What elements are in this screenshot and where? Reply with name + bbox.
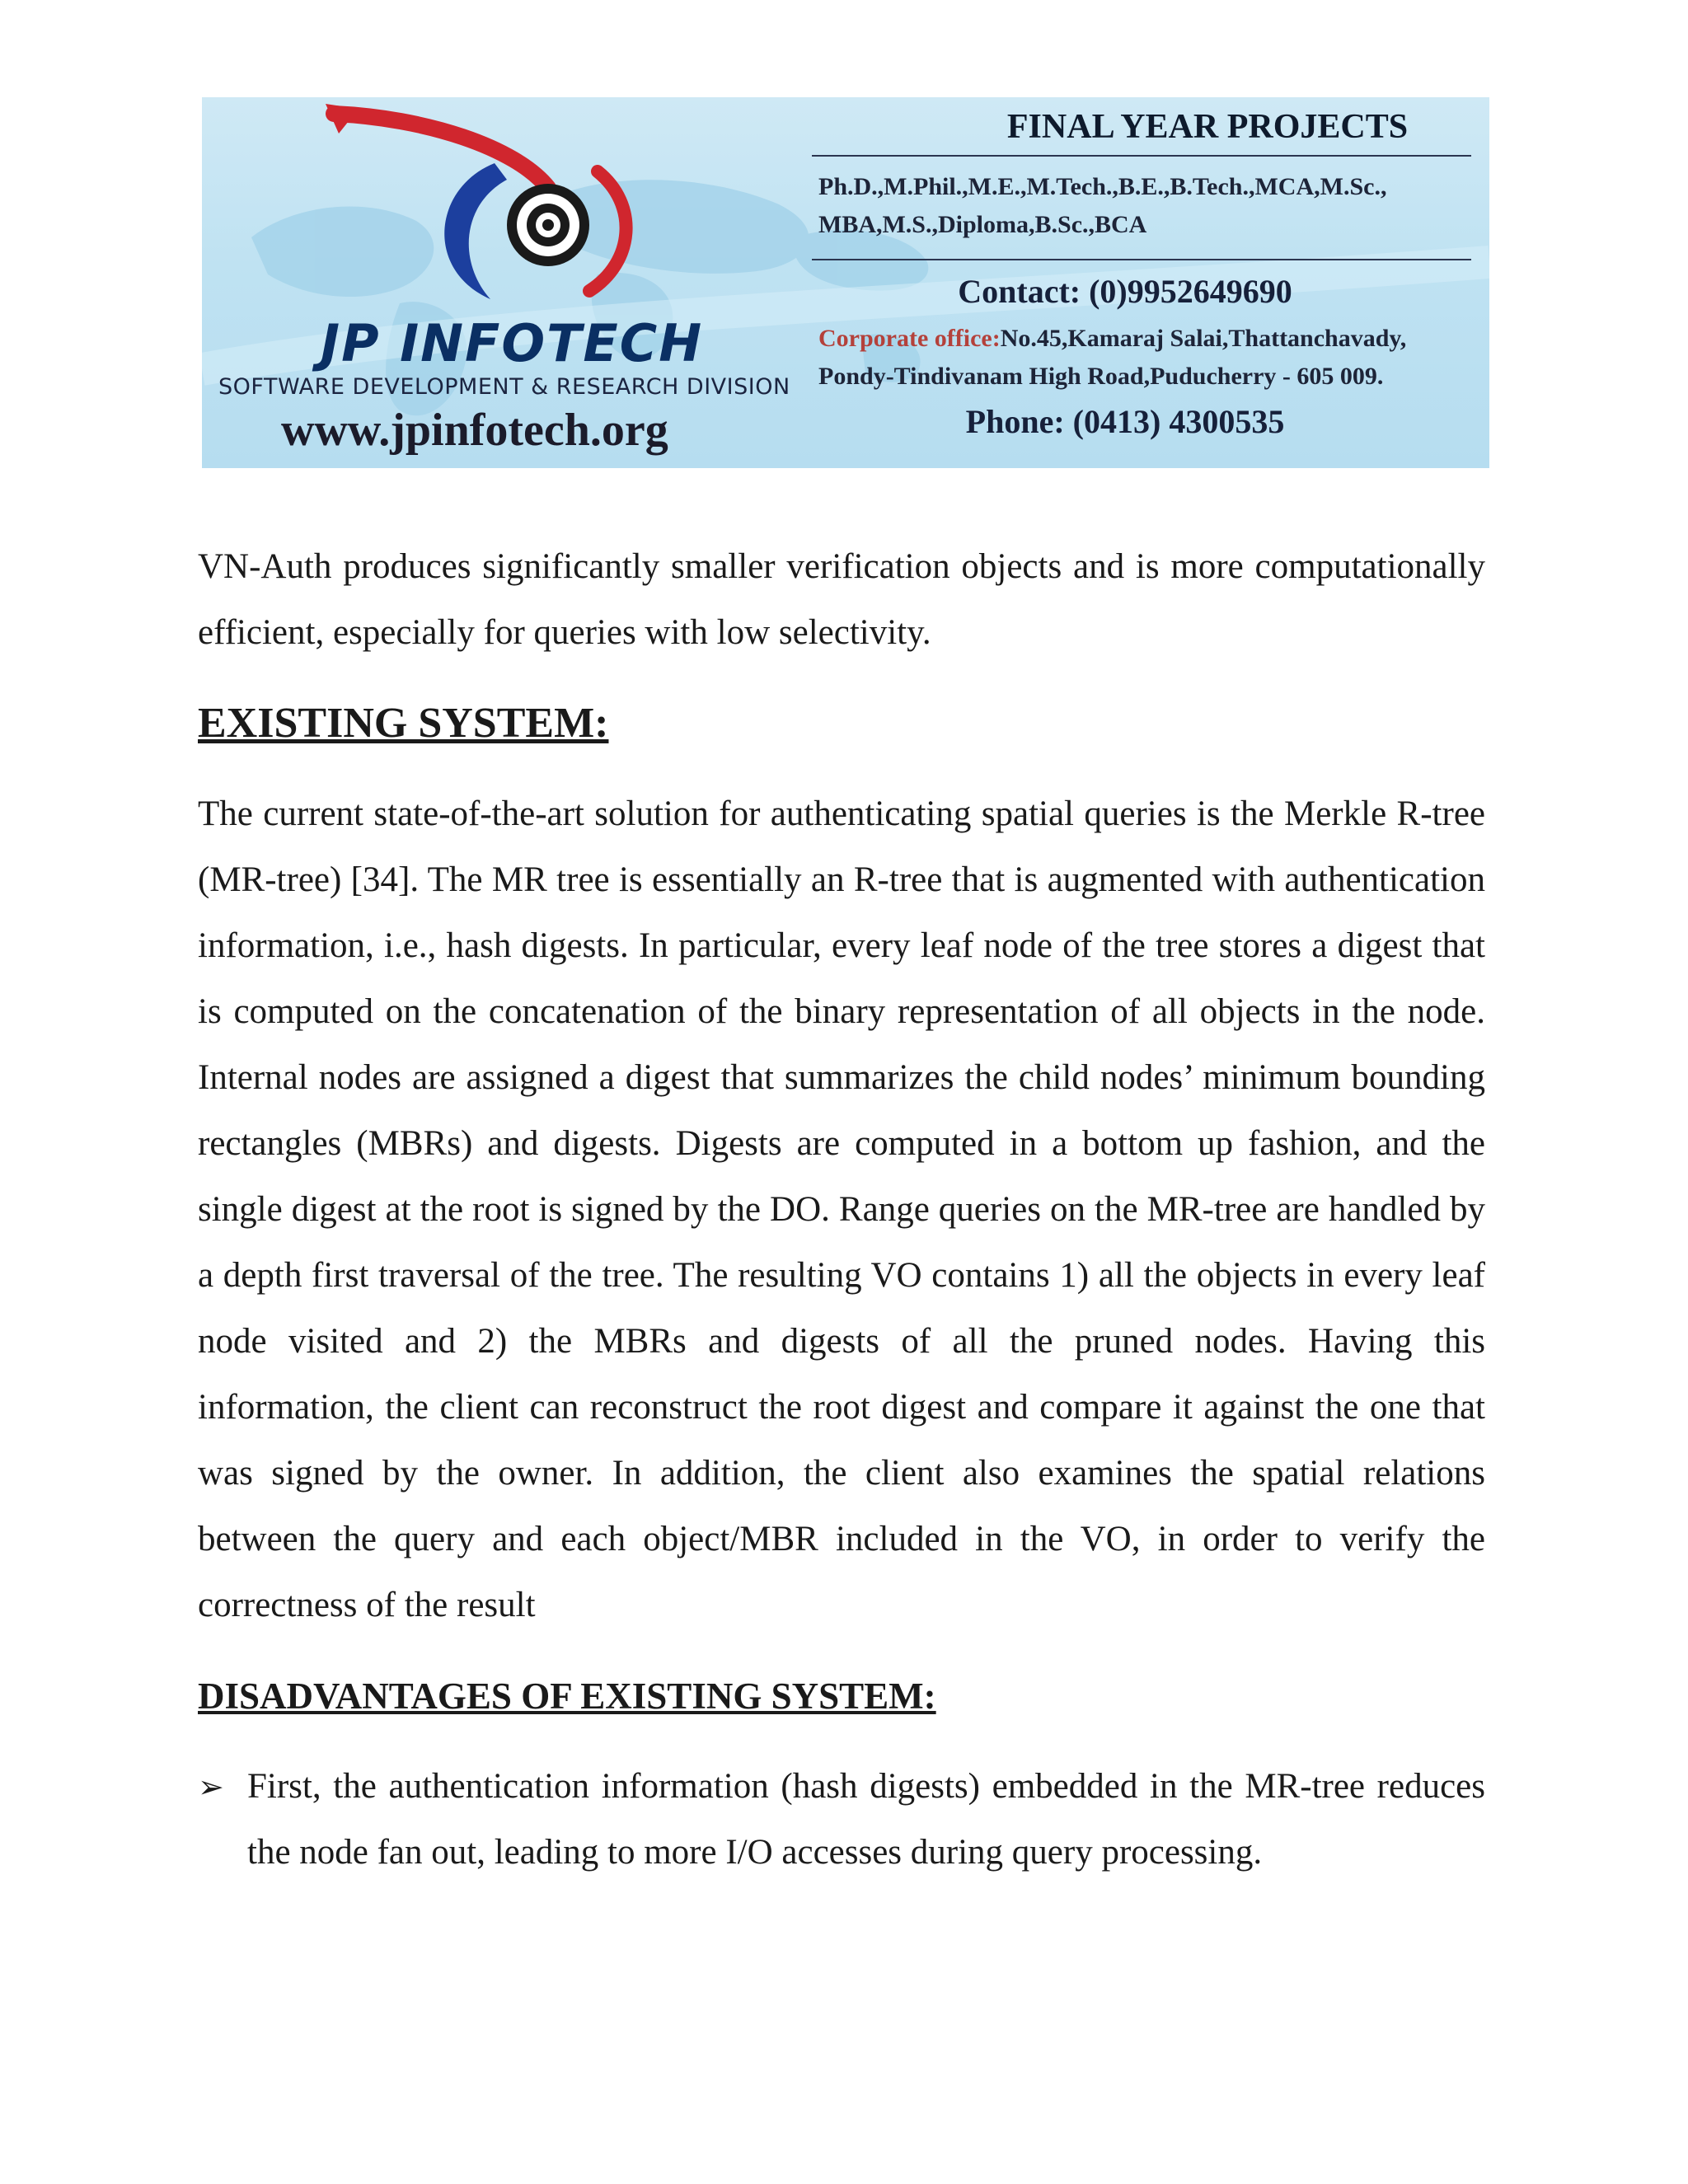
degrees-line-1: Ph.D.,M.Phil.,M.E.,M.Tech.,B.E.,B.Tech.,MCA,M.Sc., xyxy=(818,173,1387,200)
header-banner xyxy=(202,97,1489,468)
existing-system-paragraph: The current state-of-the-art solution for authenticating spatial queries is the Merkle R-tree (MR-tree) [34]. The MR tree is essentially an R-tree that is augmented with authentication information, i.e., hash digests. In particular, every leaf node of the tree stores a digest that is computed on the concatenation of the binary representation of all objects in the node. Internal nodes are assigned a digest that summarizes the child nodes’ minimum bounding rectangles (MBRs) and digests. Digests are computed in a bottom up fashion, and the single digest at the root is signed by the DO. Range queries on the MR-tree are handled by a depth first traversal of the tree. The resulting VO contains 1) all the objects in every leaf node visited and 2) the MBRs and digests of all the pruned nodes. Having this information, the client can reconstruct the root digest and compare it against the one that was signed by the owner. In addition, the client also examines the spatial relations between the query and each object/MBR included in the VO, in order to verify the correctness of the result xyxy=(198,794,1485,1624)
degrees-line-2: MBA,M.S.,Diploma,B.Sc.,BCA xyxy=(818,211,1147,238)
banner-heading: FINAL YEAR PROJECTS xyxy=(1006,108,1409,146)
corporate-address-line-1 xyxy=(818,320,1478,358)
brand-subtitle: SOFTWARE DEVELOPMENT & RESEARCH DIVISION xyxy=(218,374,790,400)
degrees-list xyxy=(818,168,1478,244)
existing-system-heading: EXISTING SYSTEM: xyxy=(198,700,609,747)
banner-divider xyxy=(812,155,1471,157)
disadvantages-heading: DISADVANTAGES OF EXISTING SYSTEM: xyxy=(198,1675,936,1717)
corporate-label: Corporate office: xyxy=(818,325,1001,352)
disadvantages-list xyxy=(198,1754,1485,1886)
corporate-street: No.45,Kamaraj Salai,Thattanchavady, xyxy=(1000,325,1407,352)
phone-number: Phone: (0413) 4300535 xyxy=(965,403,1285,440)
corporate-address-line-2: Pondy-Tindivanam High Road,Puducherry - 605 009. xyxy=(818,363,1384,390)
brand-name: JP INFOTECH xyxy=(321,313,704,373)
intro-paragraph: VN-Auth produces significantly smaller verification objects and is more computationally efficient, especially for queries with low selectivity. xyxy=(198,547,1485,652)
contact-number: Contact: (0)9952649690 xyxy=(958,273,1292,310)
website-link[interactable]: www.jpinfotech.org xyxy=(281,405,668,456)
banner-divider xyxy=(812,259,1471,260)
arrow-bullet-icon: ➢ xyxy=(198,1769,224,1805)
list-item xyxy=(198,1754,1485,1886)
document-body xyxy=(198,534,1485,1886)
list-item-text: First, the authentication information (hash digests) embedded in the MR-tree reduces the node fan out, leading to more I/O accesses during query processing. xyxy=(247,1767,1485,1872)
corporate-address xyxy=(818,320,1478,396)
